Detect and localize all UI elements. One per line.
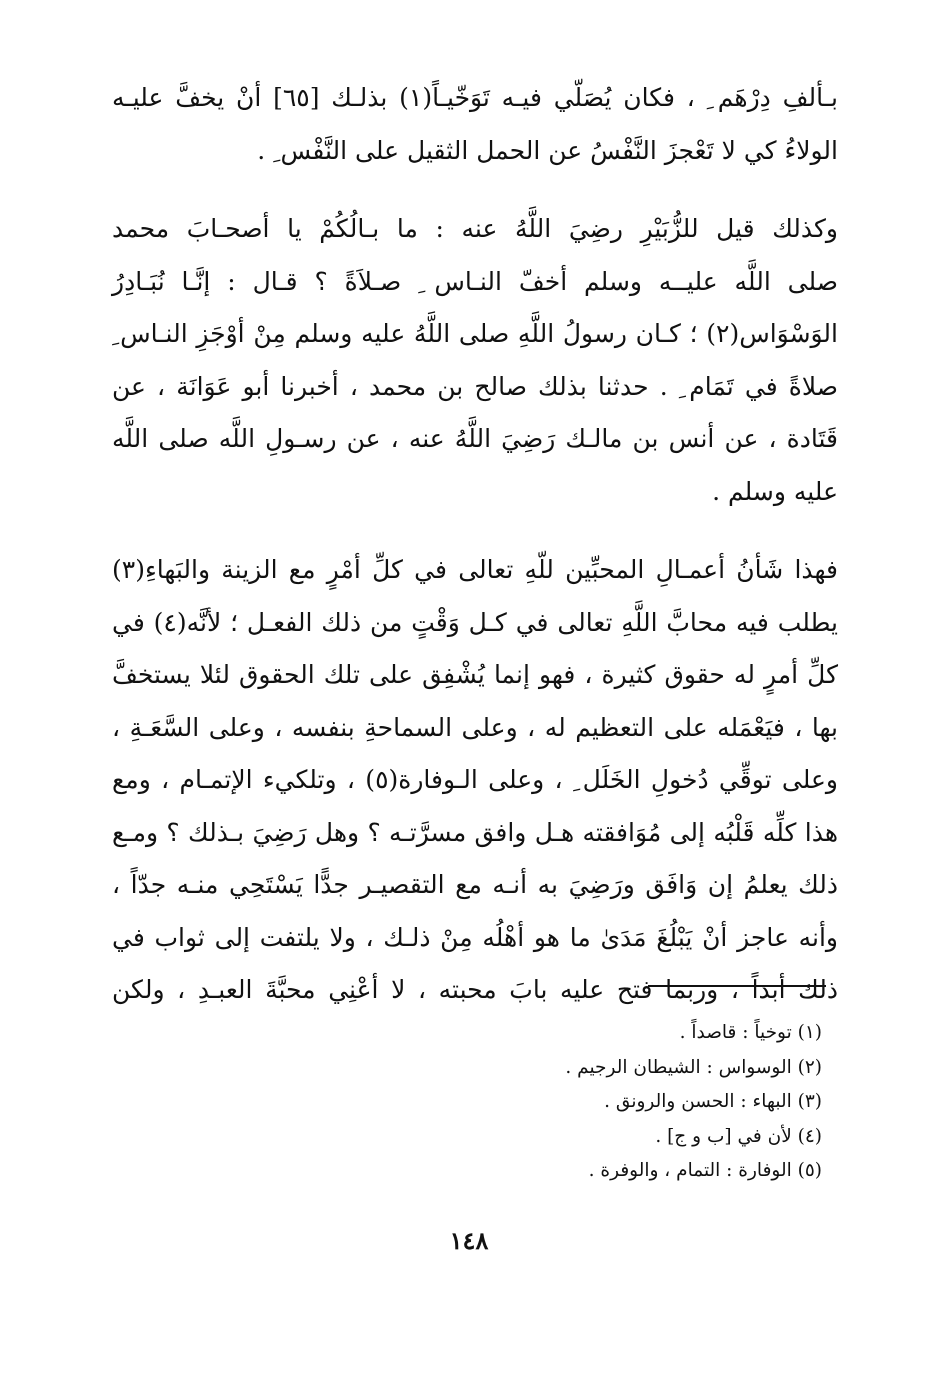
footnote-5: (٥) الوفارة : التمام ، والوفرة .	[588, 1160, 822, 1182]
text-line: وأنه عاجز أنْ يَبْلُغَ مَدَىٰ ما هو أهْلُه مِنْ ذلـك ، ولا يلتفت إلى ثواب في	[112, 922, 838, 952]
page-number: ١٤٨	[449, 1226, 489, 1255]
paragraph-2	[112, 203, 838, 518]
text-line: بـألفِ دِرْهَم ِ ، فكان يُصَلّي فيـه تَوَخّيـاً(١) بذلـك [٦٥] أنْ يخفَّ عليـه	[112, 83, 838, 112]
main-text	[112, 72, 838, 1017]
footnote-divider	[648, 985, 826, 987]
text-line: ذلك أبداً ، وربما فتح عليه بابَ محبته ، لا أعْنِي محبَّةَ العبـدِ ، ولكن	[112, 975, 838, 1004]
footnote-3: (٣) البهاء : الحسن والرونق .	[604, 1091, 822, 1113]
footnote-4: (٤) لأن في [ب و ج] .	[655, 1125, 822, 1147]
text-line: بها ، فيَعْمَله على التعظيم له ، وعلى السماحةِ بنفسه ، وعلى السَّعَـةِ ،	[112, 712, 838, 742]
text-line: قَتَادة ، عن أنس بن مالـك رَضِيَ اللَّهُ عنه ، عن رسـولِ اللَّه صلى اللَّه	[112, 424, 838, 453]
text-line: يطلب فيه محابَّ اللَّهِ تعالى في كـل وَقْتٍ من ذلك الفعـل ؛ لأنَّه(٤) في	[112, 607, 838, 637]
text-line: عليه وسلم .	[712, 476, 838, 506]
text-line: وعلى توقِّي دُخولِ الخَلَل ِ ، وعلى الـوفارة(٥) ، وتلكيء الإتمـام ، ومع	[112, 765, 839, 794]
text-line: صلى اللَّه عليــه وسلم أخفّ النـاس ِ صـلاَةً ؟ قـال : إنَّـا نُبَـادِرُ	[112, 266, 838, 296]
text-line: صلاةً في تَمَام ِ . حدثنا بذلك صالح بن محمد ، أخبرنا أبو عَوَانَة ، عن	[112, 371, 838, 401]
paragraph-1	[112, 72, 838, 177]
paragraph-3	[112, 544, 838, 1017]
footnotes	[300, 1016, 822, 1189]
text-line: كلِّ أمرٍ له حقوق كثيرة ، فهو إنما يُشْفِق على تلك الحقوق لئلا يستخفَّ	[112, 660, 838, 689]
text-line: فهذا شَأنُ أعمـالِ المحبِّين للّهِ تعالى في كلِّ أمْرٍ مع الزينة والبَهاءِ(٣)	[112, 555, 838, 584]
text-line: الوَسْوَاس(٢) ؛ كـان رسولُ اللَّهِ صلى اللَّهُ عليه وسلم مِنْ أوْجَزِ النـاس ِ	[112, 319, 838, 348]
footnote-1: (١) توخياً : قاصداً .	[679, 1022, 822, 1043]
text-line: وكذلك قيل للزُّبَيْرِ رضِيَ اللَّهُ عنه : ما بـالُكُمْ يا أصحـابَ محمد	[112, 214, 838, 243]
text-line: هذا كلِّه قَلْبُه إلى مُوَافقته هـل وافق مسرَّتـه ؟ وهل رَضِيَ بـذلك ؟ ومـع	[112, 817, 838, 847]
text-line: ذلك يعلمُ إن وَافَق ورَضِيَ به أنـه مع التقصيـر جدًّا يَسْتَحِي منـه جدّاً ،	[112, 870, 838, 899]
footnote-2: (٢) الوسواس : الشيطان الرجيم .	[565, 1056, 822, 1078]
text-line: الولاءُ كي لا تَعْجزَ النَّفْسُ عن الحمل الثقيل على النَّفْس ِ .	[257, 135, 838, 165]
